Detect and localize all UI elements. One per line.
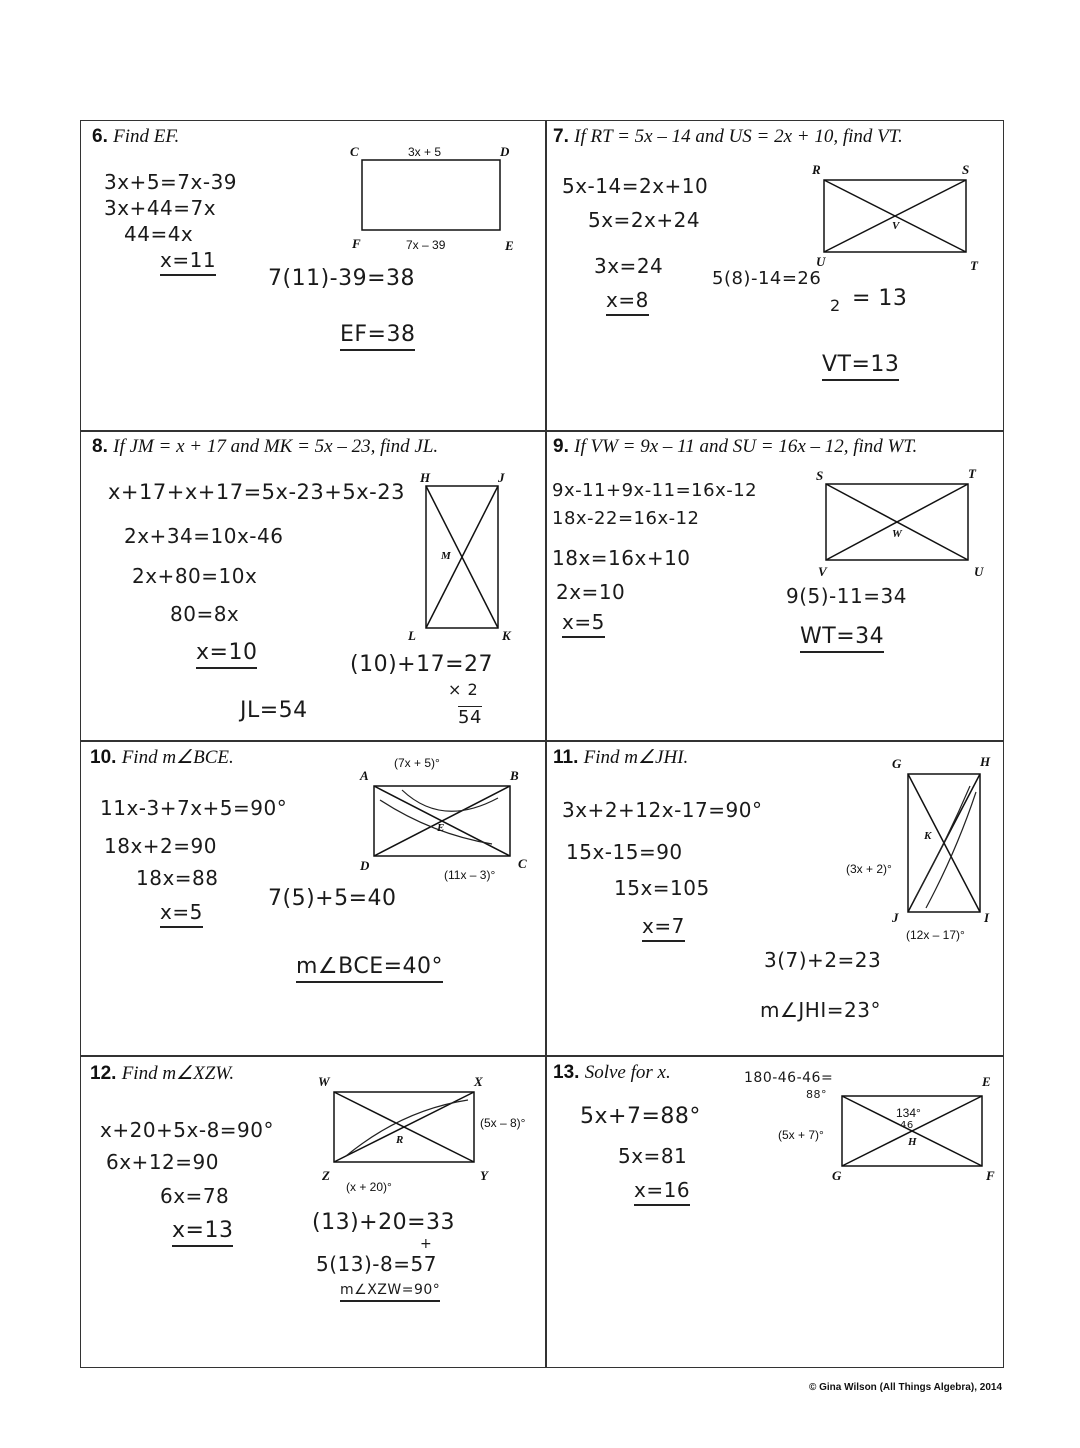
work-line: 5x=81 (618, 1144, 688, 1168)
problem-6-rectangle (360, 158, 502, 232)
problem-7-rectangle (822, 178, 968, 254)
vertex-label-e: E (982, 1074, 991, 1089)
vertex-label-c: C (518, 856, 527, 871)
problem-6-prompt: 6. Find EF. (92, 126, 180, 147)
grid-divider-vertical (545, 120, 547, 1368)
problem-12-prompt: 12. Find m∠XZW. (90, 1063, 235, 1084)
work-line: 5x+7=88° (580, 1104, 701, 1129)
work-line: + (420, 1236, 433, 1252)
grid-divider-row-2 (80, 740, 1004, 742)
vertex-label-s: S (962, 162, 970, 177)
problem-10-rectangle (372, 784, 512, 858)
work-line: 15x-15=90 (566, 840, 683, 864)
vertex-label-t: T (970, 258, 978, 273)
vertex-label-j: J (498, 470, 505, 485)
vertex-label-r: R (812, 162, 821, 177)
problem-9-prompt: 9. If VW = 9x – 11 and SU = 16x – 12, find WT. (553, 436, 918, 457)
work-final-answer: m∠XZW=90° (340, 1282, 440, 1302)
work-line: 15x=105 (614, 876, 710, 900)
vertex-label-s: S (816, 468, 824, 483)
angle-expression-left: (3x + 2)° (846, 862, 892, 876)
work-final-answer: WT=34 (800, 624, 884, 653)
copyright-footer: © Gina Wilson (All Things Algebra), 2014 (808, 1382, 1002, 1393)
vertex-label-i: I (984, 910, 990, 925)
work-line: 7(11)-39=38 (268, 266, 416, 291)
vertex-label-e: E (505, 238, 514, 253)
work-answer-x: x=7 (642, 914, 685, 942)
work-line: 18x+2=90 (104, 834, 217, 858)
vertex-label-j: J (892, 910, 899, 925)
work-line: 18x=88 (136, 866, 219, 890)
angle-expression-right: (5x – 8)° (480, 1116, 526, 1130)
work-line: 5(8)-14=26 (712, 268, 822, 289)
angle-expression-center: 134° (896, 1106, 921, 1120)
work-line: 9x-11+9x-11=16x-12 (552, 480, 758, 501)
vertex-label-f: F (352, 236, 361, 251)
work-line: 3x+44=7x (104, 196, 217, 220)
vertex-label-v: V (892, 220, 900, 232)
work-answer-x: x=13 (172, 1218, 233, 1247)
work-line: 3x+5=7x-39 (104, 170, 238, 194)
work-line: 5x-14=2x+10 (562, 174, 709, 198)
work-line: 18x=16x+10 (552, 546, 691, 570)
work-line: 180-46-46= (744, 1070, 834, 1086)
vertex-label-c: C (350, 144, 359, 159)
vertex-label-y: Y (480, 1168, 488, 1183)
work-line: 11x-3+7x+5=90° (100, 796, 288, 820)
vertex-label-w: W (318, 1074, 330, 1089)
work-line: 80=8x (170, 602, 240, 626)
work-line: 3x+2+12x-17=90° (562, 798, 763, 822)
work-final-answer: m∠JHI=23° (760, 998, 881, 1022)
problem-13-prompt: 13. Solve for x. (553, 1062, 671, 1083)
work-line: 54 (458, 707, 482, 728)
vertex-label-x: X (474, 1074, 483, 1089)
vertex-label-l: L (408, 628, 416, 643)
work-line: 44=4x (124, 222, 194, 246)
work-answer-x: x=11 (160, 248, 216, 276)
vertex-label-z: Z (322, 1168, 330, 1183)
grid-divider-row-1 (80, 430, 1004, 432)
vertex-label-a: A (360, 768, 369, 783)
vertex-label-h: H (420, 470, 431, 485)
vertex-label-g: G (832, 1168, 842, 1183)
problem-10-prompt: 10. Find m∠BCE. (90, 747, 234, 768)
side-expression-bottom: 7x – 39 (406, 238, 446, 252)
vertex-label-e: E (437, 822, 445, 834)
work-answer-x: x=10 (196, 640, 257, 669)
work-line: 6x=78 (160, 1184, 230, 1208)
angle-expression-top: (7x + 5)° (394, 756, 440, 770)
side-expression-top: 3x + 5 (408, 145, 442, 159)
problem-9-rectangle (824, 482, 970, 562)
work-line: 5x=2x+24 (588, 208, 701, 232)
angle-expression-bottom: (12x – 17)° (906, 928, 965, 942)
vertex-label-h: H (980, 754, 991, 769)
vertex-label-b: B (510, 768, 519, 783)
work-final-answer: JL=54 (240, 698, 308, 723)
work-line: 2x+34=10x-46 (124, 524, 284, 548)
work-line: 2x=10 (556, 580, 626, 604)
problem-12-rectangle (332, 1090, 476, 1164)
work-line: 2 (830, 296, 841, 315)
work-final-answer: EF=38 (340, 322, 415, 351)
work-line: 2x+80=10x (132, 564, 258, 588)
work-answer-x: x=16 (634, 1178, 690, 1206)
work-line: 5(13)-8=57 (316, 1252, 437, 1276)
problem-11-rectangle (906, 772, 982, 914)
vertex-label-w: W (892, 528, 902, 540)
angle-expression-left: (5x + 7)° (778, 1128, 824, 1142)
vertex-label-r: R (396, 1134, 404, 1146)
vertex-label-v: V (818, 564, 827, 579)
work-line: = 13 (852, 286, 908, 311)
angle-expression-bottom: (11x – 3)° (444, 868, 496, 882)
vertex-label-k: K (502, 628, 511, 643)
vertex-label-d: D (500, 144, 510, 159)
work-line: x+20+5x-8=90° (100, 1118, 275, 1142)
vertex-label-d: D (360, 858, 370, 873)
work-line: 88° (806, 1088, 827, 1101)
vertex-label-t: T (968, 466, 976, 481)
work-line: 46 (900, 1120, 914, 1131)
work-line: 6x+12=90 (106, 1150, 219, 1174)
vertex-label-k: K (924, 830, 932, 842)
work-line: 3(7)+2=23 (764, 948, 882, 972)
work-line: × 2 (448, 680, 479, 699)
vertex-label-f: F (986, 1168, 995, 1183)
angle-expression-bottom: (x + 20)° (346, 1180, 392, 1194)
work-line: (10)+17=27 (350, 652, 494, 677)
work-line: x+17+x+17=5x-23+5x-23 (108, 480, 405, 504)
work-line: 18x-22=16x-12 (552, 508, 700, 529)
vertex-label-u: U (974, 564, 984, 579)
work-final-answer: m∠BCE=40° (296, 954, 443, 983)
problem-11-prompt: 11. Find m∠JHI. (553, 747, 689, 768)
vertex-label-m: M (441, 550, 451, 562)
vertex-label-u: U (816, 254, 826, 269)
work-answer-x: x=5 (160, 900, 203, 928)
problem-8-rectangle (424, 484, 500, 630)
work-line: 9(5)-11=34 (786, 584, 907, 608)
grid-divider-row-3 (80, 1055, 1004, 1057)
problem-8-prompt: 8. If JM = x + 17 and MK = 5x – 23, find JL. (92, 436, 439, 457)
work-line: 3x=24 (594, 254, 664, 278)
work-answer-x: x=5 (562, 610, 605, 638)
problem-7-prompt: 7. If RT = 5x – 14 and US = 2x + 10, find VT. (553, 126, 903, 147)
work-answer-x: x=8 (606, 288, 649, 316)
work-line: 7(5)+5=40 (268, 886, 397, 911)
work-line: (13)+20=33 (312, 1210, 456, 1235)
vertex-label-h: H (908, 1136, 917, 1148)
vertex-label-g: G (892, 756, 902, 771)
work-final-answer: VT=13 (822, 352, 899, 381)
